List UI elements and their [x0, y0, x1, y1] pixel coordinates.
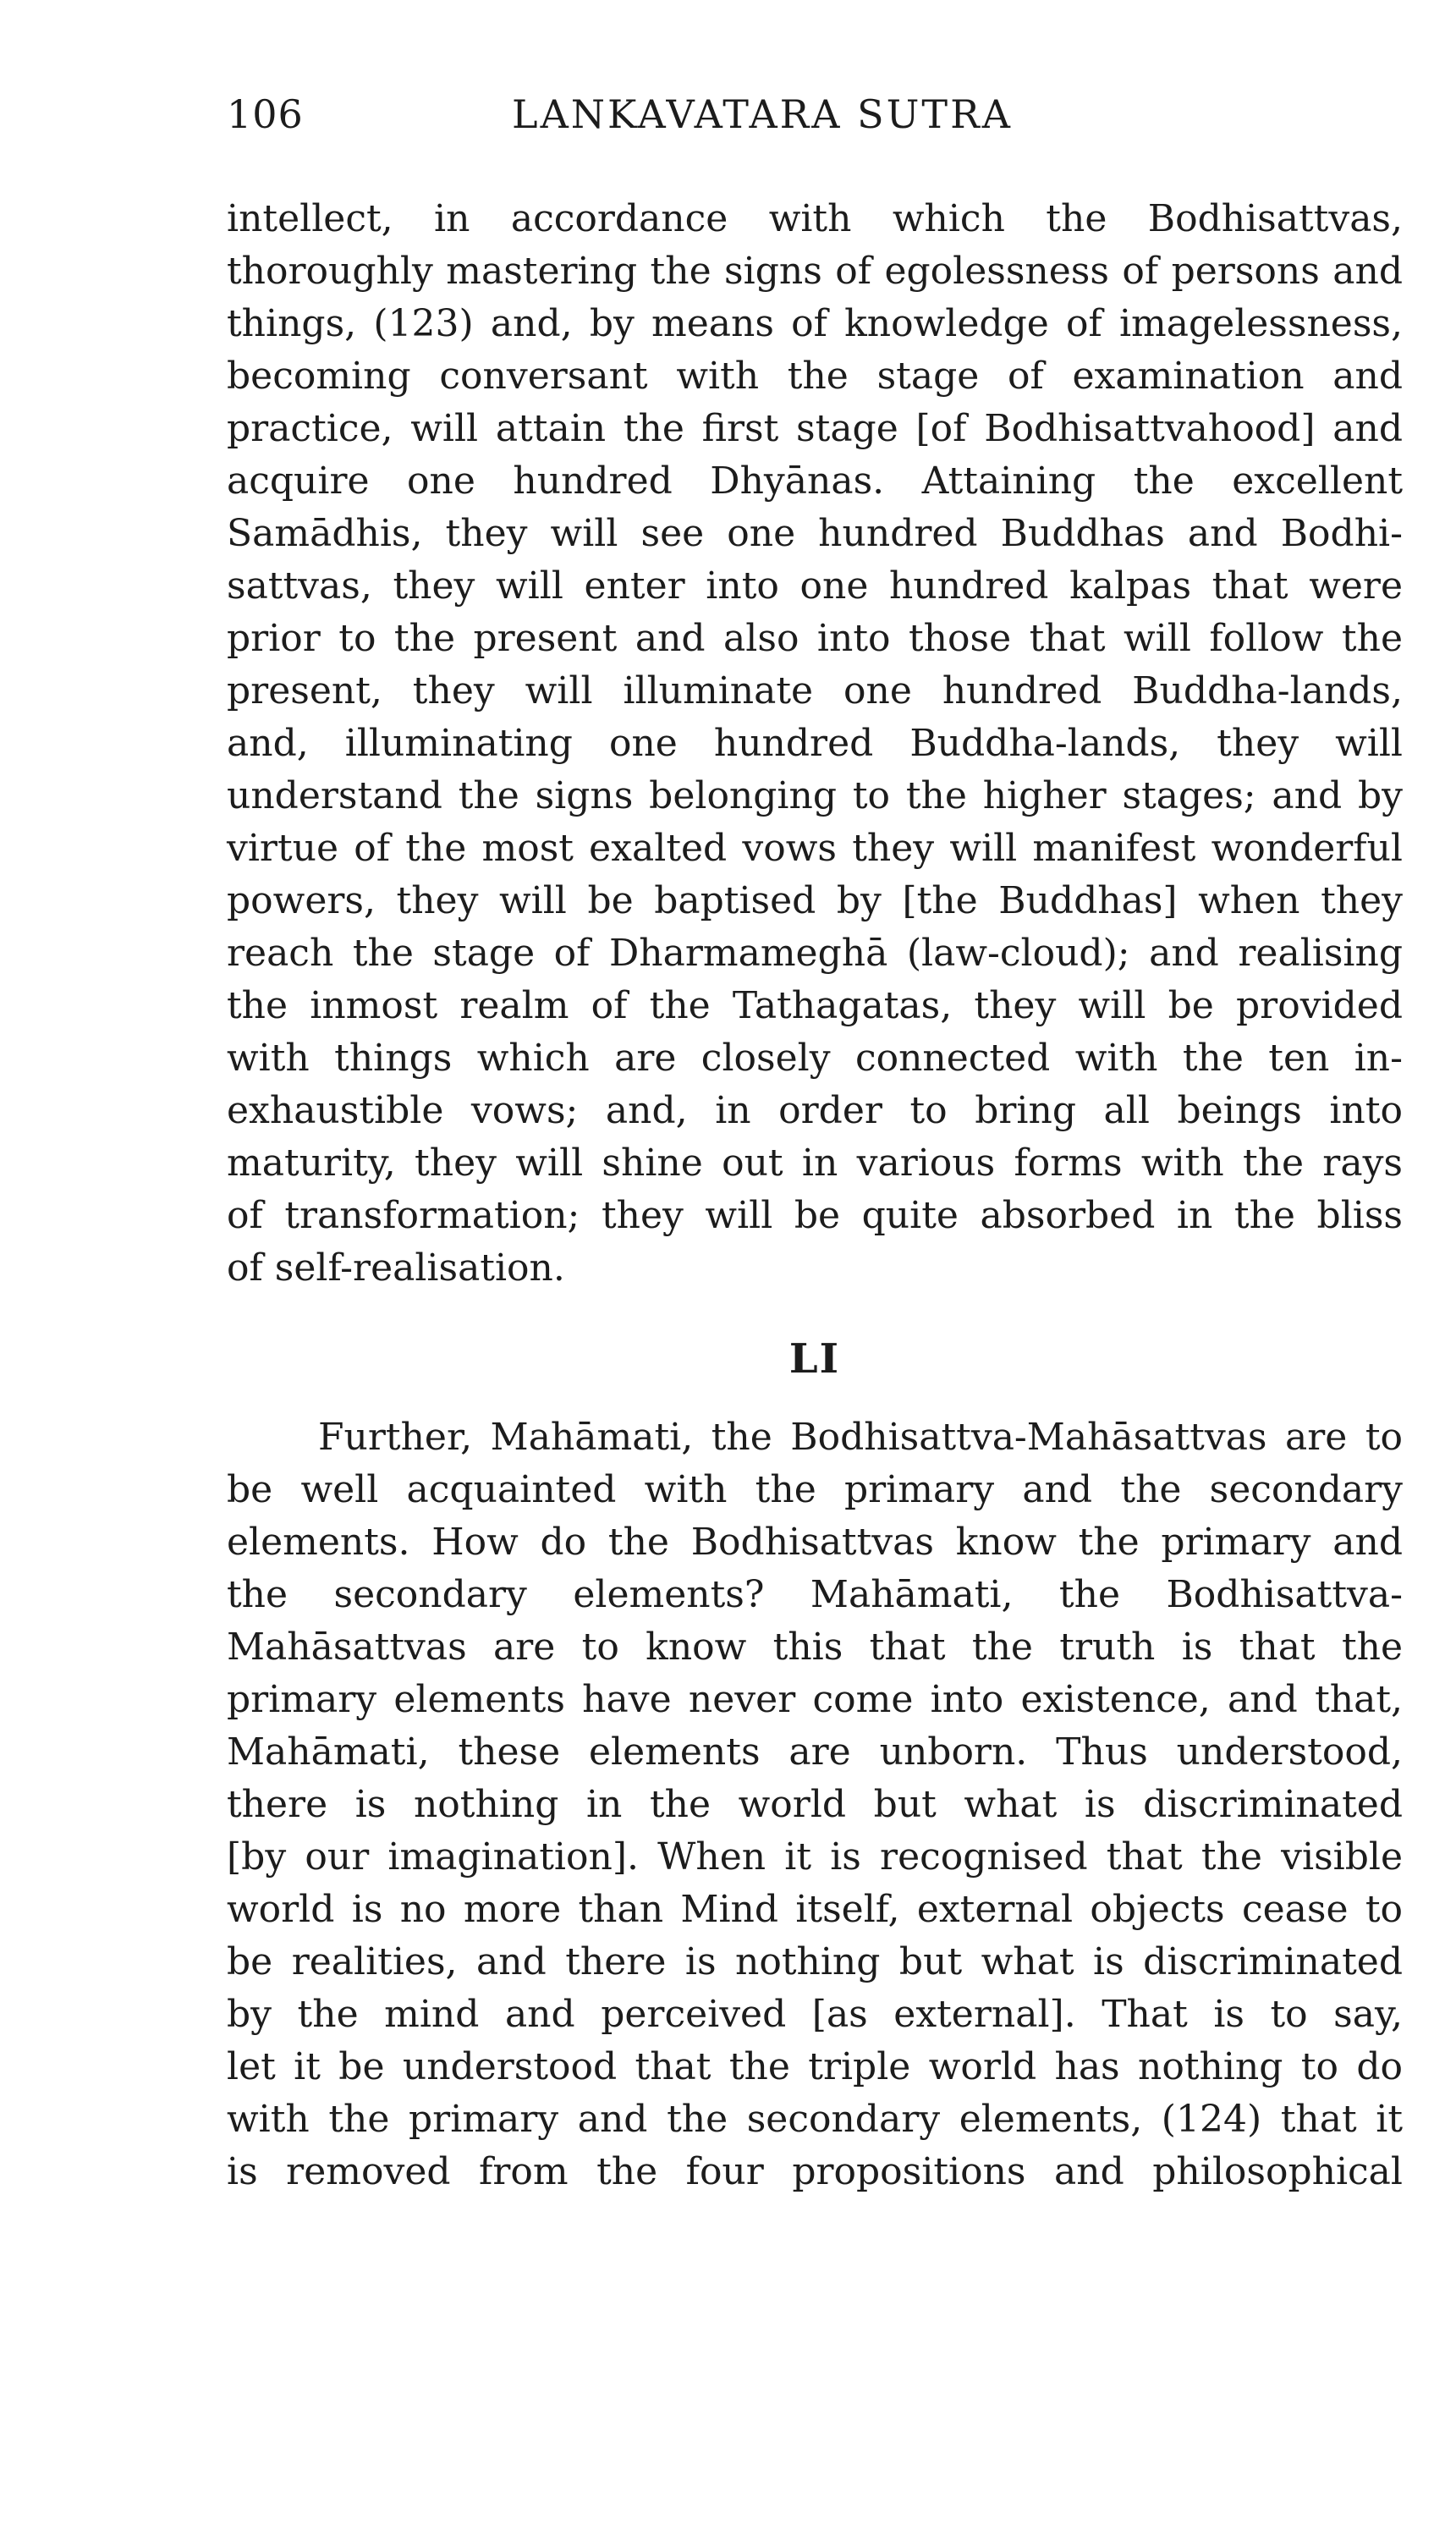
- text-line: sattvas, they will enter into one hundred kalpas that were: [227, 564, 1403, 608]
- text-line: Further, Mahāmati, the Bodhisattva-Mahāsattvas are to: [318, 1416, 1403, 1459]
- text-line: and, illuminating one hundred Buddha-lands, they will: [227, 722, 1403, 765]
- text-line: primary elements have never come into existence, and that,: [227, 1678, 1403, 1721]
- text-line: let it be understood that the triple world has nothing to do: [227, 2045, 1403, 2088]
- text-line: with things which are closely connected with the ten in-: [227, 1037, 1403, 1080]
- section-heading: LI: [788, 1335, 841, 1383]
- text-line: of self-realisation.: [227, 1246, 565, 1290]
- book-title: LANKAVATARA SUTRA: [512, 91, 1013, 137]
- text-line: becoming conversant with the stage of examination and: [227, 355, 1403, 398]
- text-line: be realities, and there is nothing but what is discriminated: [227, 1940, 1403, 1983]
- text-line: things, (123) and, by means of knowledge of imagelessness,: [227, 302, 1403, 345]
- text-line: the inmost realm of the Tathagatas, they will be provided: [227, 984, 1403, 1027]
- text-line: reach the stage of Dharmameghā (law-cloud); and realising: [227, 932, 1403, 975]
- text-line: maturity, they will shine out in various forms with the rays: [227, 1141, 1403, 1185]
- text-line: thoroughly mastering the signs of egolessness of persons and: [227, 250, 1403, 293]
- text-line: by the mind and perceived [as external]. That is to say,: [227, 1993, 1403, 2036]
- text-line: acquire one hundred Dhyānas. Attaining the excellent: [227, 459, 1403, 503]
- text-line: intellect, in accordance with which the Bodhisattvas,: [227, 197, 1403, 240]
- text-line: Samādhis, they will see one hundred Buddhas and Bodhi-: [227, 512, 1403, 555]
- text-line: prior to the present and also into those that will follow the: [227, 617, 1403, 660]
- text-line: [by our imagination]. When it is recognised that the visible: [227, 1835, 1403, 1879]
- text-line: the secondary elements? Mahāmati, the Bodhisattva-: [227, 1573, 1403, 1616]
- text-line: be well acquainted with the primary and the secondary: [227, 1468, 1403, 1511]
- page-number: 106: [227, 91, 304, 137]
- paragraph-1: [227, 193, 1403, 1295]
- text-line: understand the signs belonging to the higher stages; and by: [227, 774, 1403, 817]
- text-line: powers, they will be baptised by [the Buddhas] when they: [227, 879, 1403, 922]
- text-line: present, they will illuminate one hundred Buddha-lands,: [227, 669, 1403, 712]
- text-line: there is nothing in the world but what is discriminated: [227, 1783, 1403, 1826]
- text-line: is removed from the four propositions and philosophical: [227, 2150, 1403, 2193]
- text-line: with the primary and the secondary elements, (124) that it: [227, 2098, 1403, 2141]
- text-line: Mahāmati, these elements are unborn. Thus understood,: [227, 1730, 1403, 1774]
- text-line: of transformation; they will be quite absorbed in the bliss: [227, 1194, 1403, 1237]
- text-line: elements. How do the Bodhisattvas know the primary and: [227, 1521, 1403, 1564]
- paragraph-2: [227, 1411, 1403, 2198]
- text-line: Mahāsattvas are to know this that the truth is that the: [227, 1626, 1403, 1669]
- text-line: exhaustible vows; and, in order to bring all beings into: [227, 1089, 1403, 1132]
- text-line: world is no more than Mind itself, external objects cease to: [227, 1888, 1403, 1931]
- running-head: [227, 91, 1403, 151]
- text-line: practice, will attain the first stage [of Bodhisattvahood] and: [227, 407, 1403, 450]
- text-line: virtue of the most exalted vows they will manifest wonderful: [227, 827, 1403, 870]
